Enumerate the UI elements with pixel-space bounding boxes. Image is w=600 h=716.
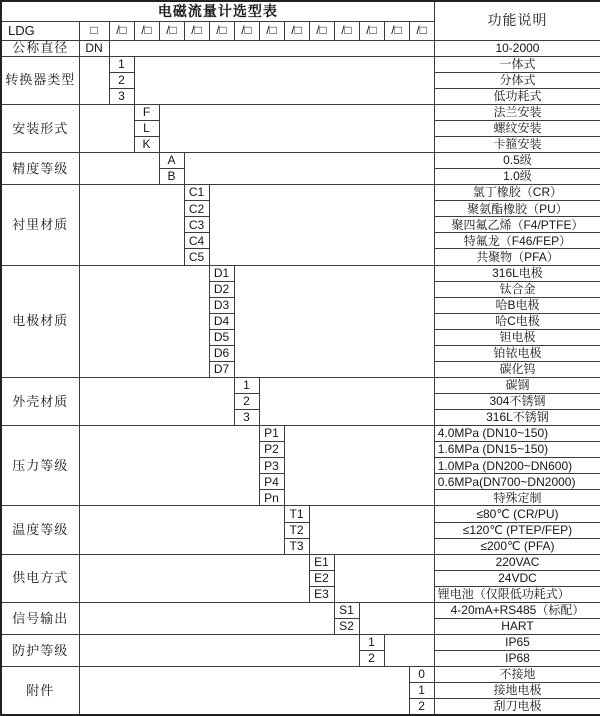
spacer-cell: [159, 104, 434, 152]
spacer-cell: [234, 265, 434, 377]
category-label: 公称直径: [1, 40, 79, 56]
code-cell: 1: [359, 634, 384, 650]
function-cell: 分体式: [434, 72, 600, 88]
code-slot: /□: [259, 21, 284, 40]
spacer-cell: [79, 377, 234, 425]
function-cell: 不接地: [434, 667, 600, 683]
function-cell: ≤200℃ (PFA): [434, 538, 600, 554]
spacer-cell: [79, 153, 159, 185]
code-cell: C2: [184, 201, 209, 217]
code-cell: D2: [209, 281, 234, 297]
spacer-cell: [79, 506, 284, 554]
function-cell: 碳化钨: [434, 361, 600, 377]
code-cell: 2: [359, 651, 384, 667]
code-slot: /□: [309, 21, 334, 40]
code-slot: /□: [134, 21, 159, 40]
function-cell: 共聚物（PFA）: [434, 249, 600, 265]
category-label: 温度等级: [1, 506, 79, 554]
category-label: 防护等级: [1, 634, 79, 666]
code-cell: P2: [259, 442, 284, 458]
function-cell: 低功耗式: [434, 88, 600, 104]
spacer-cell: [79, 634, 359, 666]
function-cell: IP65: [434, 634, 600, 650]
function-cell: 螺纹安装: [434, 120, 600, 136]
spacer-cell: [334, 554, 434, 602]
option-row: [1, 153, 600, 169]
function-cell: 一体式: [434, 56, 600, 72]
function-cell: 316L不锈钢: [434, 410, 600, 426]
option-row: [1, 185, 600, 201]
code-cell: 1: [409, 683, 434, 699]
code-slot: /□: [409, 21, 434, 40]
spacer-cell: [109, 40, 434, 56]
spacer-cell: [79, 104, 134, 152]
code-slot: /□: [184, 21, 209, 40]
function-column-header: 功能说明: [434, 1, 600, 40]
category-label: 压力等级: [1, 426, 79, 506]
function-cell: 0.6MPa(DN700~DN2000): [434, 474, 600, 490]
code-cell: C1: [184, 185, 209, 201]
page-title: 电磁流量计选型表: [1, 1, 434, 21]
option-row: [1, 554, 600, 570]
category-label: 供电方式: [1, 554, 79, 602]
spacer-cell: [79, 426, 259, 506]
function-cell: 刮刀电极: [434, 699, 600, 715]
code-cell: D6: [209, 345, 234, 361]
code-cell: D3: [209, 297, 234, 313]
function-cell: 1.0MPa (DN200~DN600): [434, 458, 600, 474]
code-cell: 3: [234, 410, 259, 426]
code-slot: /□: [159, 21, 184, 40]
function-cell: IP68: [434, 651, 600, 667]
spacer-cell: [384, 634, 434, 666]
spacer-cell: [184, 153, 434, 185]
code-cell: S1: [334, 602, 359, 618]
code-cell: 0: [409, 667, 434, 683]
option-row: [1, 602, 600, 618]
code-cell: F: [134, 104, 159, 120]
function-cell: 220VAC: [434, 554, 600, 570]
code-slot: /□: [284, 21, 309, 40]
function-cell: 24VDC: [434, 570, 600, 586]
code-slot: /□: [384, 21, 409, 40]
code-cell: T1: [284, 506, 309, 522]
category-label: 信号输出: [1, 602, 79, 634]
code-cell: P3: [259, 458, 284, 474]
function-cell: 氯丁橡胶（CR）: [434, 185, 600, 201]
function-cell: 钽电极: [434, 329, 600, 345]
code-cell: L: [134, 120, 159, 136]
diameter-code-box: □: [79, 21, 109, 40]
code-slot: /□: [209, 21, 234, 40]
option-row: [1, 56, 600, 72]
spacer-cell: [309, 506, 434, 554]
code-cell: 3: [109, 88, 134, 104]
code-cell: 1: [109, 56, 134, 72]
function-cell: 卡箍安装: [434, 137, 600, 153]
diameter-row: [1, 40, 600, 56]
code-cell: D4: [209, 313, 234, 329]
option-row: [1, 667, 600, 683]
code-cell: S2: [334, 618, 359, 634]
code-cell: P1: [259, 426, 284, 442]
function-cell: ≤120℃ (PTEP/FEP): [434, 522, 600, 538]
code-cell: DN: [79, 40, 109, 56]
model-prefix: LDG: [1, 21, 79, 40]
code-cell: C3: [184, 217, 209, 233]
category-label: 衬里材质: [1, 185, 79, 265]
function-cell: 锂电池（仅限低功耗式）: [434, 586, 600, 602]
code-cell: K: [134, 137, 159, 153]
spacer-cell: [79, 667, 409, 715]
code-cell: D5: [209, 329, 234, 345]
spacer-cell: [79, 554, 309, 602]
option-row: [1, 506, 600, 522]
function-cell: HART: [434, 618, 600, 634]
function-cell: 碳钢: [434, 377, 600, 393]
spacer-cell: [209, 185, 434, 265]
code-cell: E2: [309, 570, 334, 586]
code-cell: P4: [259, 474, 284, 490]
code-slot: /□: [109, 21, 134, 40]
spacer-cell: [284, 426, 434, 506]
function-cell: 法兰安装: [434, 104, 600, 120]
spacer-cell: [259, 377, 434, 425]
function-cell: ≤80℃ (CR/PU): [434, 506, 600, 522]
function-cell: 1.6MPa (DN15~150): [434, 442, 600, 458]
spacer-cell: [79, 265, 209, 377]
header-row: [1, 1, 600, 21]
spacer-cell: [359, 602, 434, 634]
category-label: 精度等级: [1, 153, 79, 185]
code-cell: C4: [184, 233, 209, 249]
function-cell: 0.5级: [434, 153, 600, 169]
code-cell: B: [159, 169, 184, 185]
option-row: [1, 265, 600, 281]
code-cell: C5: [184, 249, 209, 265]
spacer-cell: [79, 56, 109, 104]
function-cell: 铂铱电极: [434, 345, 600, 361]
function-cell: 特殊定制: [434, 490, 600, 506]
option-row: [1, 377, 600, 393]
category-label: 电极材质: [1, 265, 79, 377]
option-row: [1, 634, 600, 650]
function-cell: 1.0级: [434, 169, 600, 185]
option-row: [1, 426, 600, 442]
code-cell: 2: [234, 394, 259, 410]
code-slot: /□: [234, 21, 259, 40]
function-cell: 10-2000: [434, 40, 600, 56]
function-cell: 316L电极: [434, 265, 600, 281]
category-label: 转换器类型: [1, 56, 79, 104]
category-label: 外壳材质: [1, 377, 79, 425]
spacer-cell: [79, 602, 334, 634]
code-cell: Pn: [259, 490, 284, 506]
function-cell: 哈C电极: [434, 313, 600, 329]
code-cell: T2: [284, 522, 309, 538]
function-cell: 聚四氟乙烯（F4/PTFE）: [434, 217, 600, 233]
code-cell: E1: [309, 554, 334, 570]
code-cell: D7: [209, 361, 234, 377]
function-cell: 4-20mA+RS485（标配）: [434, 602, 600, 618]
code-cell: A: [159, 153, 184, 169]
function-cell: 接地电极: [434, 683, 600, 699]
function-cell: 聚氨酯橡胶（PU）: [434, 201, 600, 217]
code-cell: 1: [234, 377, 259, 393]
category-label: 附件: [1, 667, 79, 715]
option-row: [1, 104, 600, 120]
function-cell: 4.0MPa (DN10~150): [434, 426, 600, 442]
spacer-cell: [134, 56, 434, 104]
spacer-cell: [79, 185, 184, 265]
code-cell: T3: [284, 538, 309, 554]
code-slot: /□: [334, 21, 359, 40]
function-cell: 哈B电极: [434, 297, 600, 313]
category-label: 安装形式: [1, 104, 79, 152]
function-cell: 钛合金: [434, 281, 600, 297]
code-cell: D1: [209, 265, 234, 281]
function-cell: 特氟龙（F46/FEP）: [434, 233, 600, 249]
function-cell: 304不锈钢: [434, 394, 600, 410]
code-slot: /□: [359, 21, 384, 40]
code-cell: 2: [109, 72, 134, 88]
code-cell: 2: [409, 699, 434, 715]
code-cell: E3: [309, 586, 334, 602]
